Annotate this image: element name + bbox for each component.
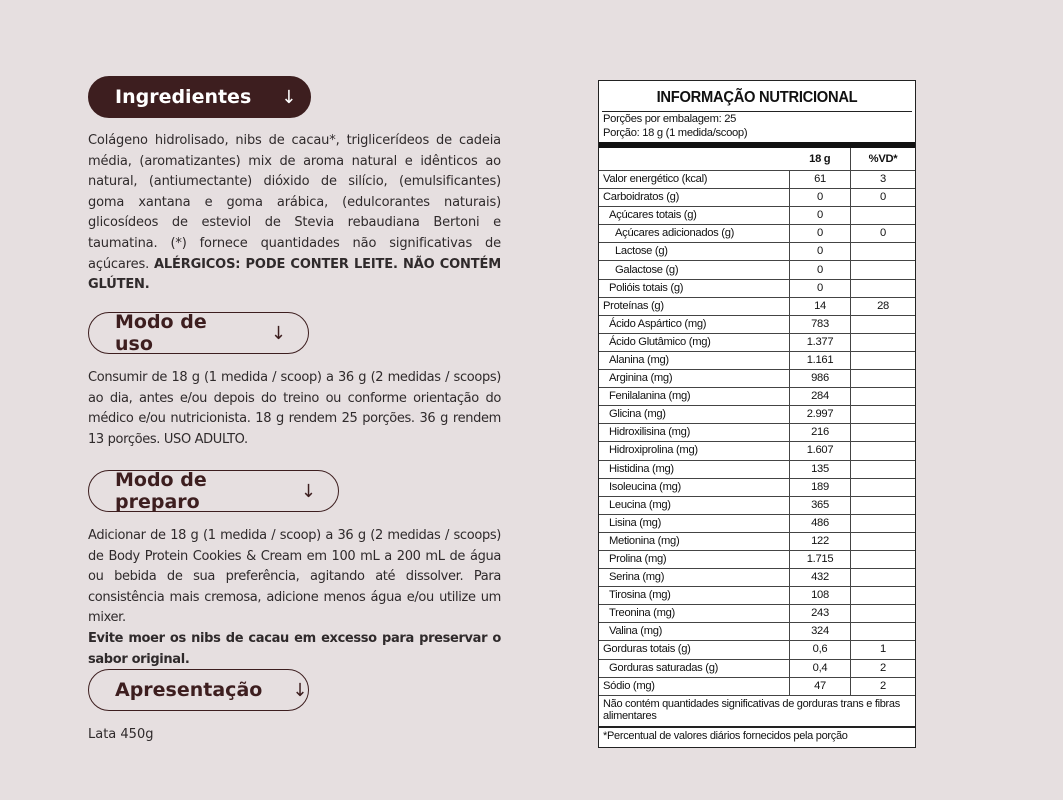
nutrient-value: 284: [790, 388, 851, 406]
nutrient-vd: [851, 279, 916, 297]
ingredients-label: Ingredientes: [115, 86, 252, 108]
nutrient-value: 47: [790, 677, 851, 695]
nutrient-value: 1.161: [790, 351, 851, 369]
nutrient-value: 243: [790, 605, 851, 623]
presentation-section: [88, 669, 309, 742]
servings-per-package: Porções por embalagem: 25: [603, 113, 737, 125]
usage-toggle-button[interactable]: [88, 312, 309, 354]
table-row: [599, 605, 915, 623]
table-row: [599, 677, 915, 695]
nutrient-value: 0,4: [790, 659, 851, 677]
nutrition-title: INFORMAÇÃO NUTRICIONAL: [656, 89, 858, 106]
nutrient-vd: [851, 442, 916, 460]
nutrient-vd: [851, 569, 916, 587]
nutrient-name: Treonina (mg): [599, 605, 790, 623]
nutrient-name: Açúcares totais (g): [599, 207, 790, 225]
nutrient-name: Tirosina (mg): [599, 587, 790, 605]
table-row: [599, 333, 915, 351]
nutrient-value: 108: [790, 587, 851, 605]
table-row: [599, 659, 915, 677]
nutrient-value: 0: [790, 243, 851, 261]
nutrient-value: 0: [790, 225, 851, 243]
allergen-warning: ALÉRGICOS: PODE CONTER LEITE. NÃO CONTÉM GLÚTEN.: [88, 256, 502, 293]
nutrient-vd: [851, 532, 916, 550]
nutrient-vd: [851, 315, 916, 333]
table-row: [599, 243, 915, 261]
table-row: [599, 370, 915, 388]
nutrient-name: Galactose (g): [599, 261, 790, 279]
table-row: [599, 189, 915, 207]
nutrient-value: 2.997: [790, 406, 851, 424]
nutrient-value: 0: [790, 189, 851, 207]
nutrient-value: 0: [790, 207, 851, 225]
arrow-down-icon: ↓: [281, 86, 297, 108]
nutrient-name: Isoleucina (mg): [599, 478, 790, 496]
nutrient-name: Polióis totais (g): [599, 279, 790, 297]
nutrient-vd: [851, 605, 916, 623]
nutrient-name: Arginina (mg): [599, 370, 790, 388]
table-header-row: [599, 148, 915, 171]
nutrient-name: Proteínas (g): [599, 297, 790, 315]
nutrient-name: Glicina (mg): [599, 406, 790, 424]
nutrient-vd: [851, 623, 916, 641]
preparation-label: Modo de preparo: [115, 469, 207, 513]
nutrient-name: Leucina (mg): [599, 496, 790, 514]
table-row: [599, 388, 915, 406]
table-row: [599, 351, 915, 369]
ingredients-text: [88, 131, 501, 296]
table-row: [599, 261, 915, 279]
header-portion: 18 g: [790, 148, 851, 171]
nutrient-name: Hidroxilisina (mg): [599, 424, 790, 442]
nutrient-name: Prolina (mg): [599, 550, 790, 568]
table-row: [599, 297, 915, 315]
nutrient-value: 216: [790, 424, 851, 442]
nutrient-vd: [851, 388, 916, 406]
table-row: [599, 496, 915, 514]
nutrient-vd: [851, 496, 916, 514]
nutrient-name: Gorduras totais (g): [599, 641, 790, 659]
nutrient-value: 0,6: [790, 641, 851, 659]
nutrient-name: Fenilalanina (mg): [599, 388, 790, 406]
ingredients-body: Colágeno hidrolisado, nibs de cacau*, triglicerídeos de cadeia média, (aromatizantes) mix de aroma natural e idênticos ao natural, (antiumectante) dióxido de silício, (emulsificantes) goma xantana e goma arábica, (edulcorantes naturais) glicosídeos de esteviol de Stevia rebaudiana Bertoni e taumatina. (*) fornece quantidades não significativas de açúcares.: [88, 133, 501, 272]
nutrition-table: [599, 148, 915, 696]
nutrient-value: 122: [790, 532, 851, 550]
presentation-toggle-button[interactable]: [88, 669, 309, 711]
nutrient-name: Alanina (mg): [599, 351, 790, 369]
nutrient-name: Valina (mg): [599, 623, 790, 641]
ingredients-toggle-button[interactable]: [88, 76, 311, 118]
nutrient-name: Histidina (mg): [599, 460, 790, 478]
nutrient-value: 1.377: [790, 333, 851, 351]
preparation-section: [88, 469, 501, 667]
nutrient-name: Metionina (mg): [599, 532, 790, 550]
presentation-text: Lata 450g: [88, 727, 154, 742]
nutrient-name: Sódio (mg): [599, 677, 790, 695]
usage-text: Consumir de 18 g (1 medida / scoop) a 36 g (2 medidas / scoops) ao dia, antes e/ou depois do treino ou conforme orientação do médico e/ou nutricionista. 18 g rendem 25 porções. 36 g rendem 13 porções. USO ADULTO.: [88, 370, 501, 447]
vd-footnote: *Percentual de valores diários fornecidos pela porção: [603, 729, 848, 742]
nutrient-value: 61: [790, 171, 851, 189]
nutrient-vd: [851, 406, 916, 424]
nutrient-name: Lisina (mg): [599, 514, 790, 532]
table-row: [599, 442, 915, 460]
ingredients-section: [88, 76, 502, 293]
nutrient-vd: [851, 460, 916, 478]
header-blank: [599, 148, 790, 171]
usage-section: [88, 311, 501, 447]
table-row: [599, 460, 915, 478]
nutrient-vd: [851, 514, 916, 532]
nutrient-value: 365: [790, 496, 851, 514]
nutrient-name: Açúcares adicionados (g): [599, 225, 790, 243]
nutrient-value: 0: [790, 261, 851, 279]
table-row: [599, 550, 915, 568]
preparation-warning: Evite moer os nibs de cacau em excesso para preservar o sabor original.: [88, 630, 501, 667]
table-row: [599, 406, 915, 424]
nutrient-name: Ácido Aspártico (mg): [599, 315, 790, 333]
nutrient-value: 189: [790, 478, 851, 496]
table-row: [599, 279, 915, 297]
nutrient-vd: [851, 424, 916, 442]
table-row: [599, 424, 915, 442]
nutrient-value: 0: [790, 279, 851, 297]
usage-label: Modo de uso: [115, 311, 207, 355]
table-row: [599, 171, 915, 189]
table-row: [599, 641, 915, 659]
nutrient-name: Gorduras saturadas (g): [599, 659, 790, 677]
preparation-body: Adicionar de 18 g (1 medida / scoop) a 36 g (2 medidas / scoops) de Body Protein Cookies & Cream em 100 mL a 200 mL de água ou bebida de sua preferência, agitando até dissolver. Para consistência mais cremosa, adicione menos água e/ou utilize um mixer.: [88, 528, 501, 626]
nutrient-value: 135: [790, 460, 851, 478]
nutrient-name: Lactose (g): [599, 243, 790, 261]
nutrient-vd: [851, 261, 916, 279]
preparation-text: [88, 526, 501, 670]
nutrient-value: 432: [790, 569, 851, 587]
nutrient-name: Carboidratos (g): [599, 189, 790, 207]
table-row: [599, 532, 915, 550]
nutrient-value: 1.715: [790, 550, 851, 568]
nutrient-vd: [851, 370, 916, 388]
nutrient-value: 783: [790, 315, 851, 333]
preparation-toggle-button[interactable]: [88, 470, 339, 512]
nutrient-vd: [851, 333, 916, 351]
nutrient-name: Serina (mg): [599, 569, 790, 587]
nutrient-value: 324: [790, 623, 851, 641]
nutrition-footnote: Não contém quantidades significativas de gorduras trans e fibras alimentares: [599, 696, 915, 728]
nutrient-value: 486: [790, 514, 851, 532]
nutrient-value: 1.607: [790, 442, 851, 460]
nutrient-name: Hidroxiprolina (mg): [599, 442, 790, 460]
nutrient-vd: 3: [851, 171, 916, 189]
arrow-down-icon: ↓: [292, 679, 308, 701]
nutrient-vd: 0: [851, 225, 916, 243]
header-vd: %VD*: [851, 148, 916, 171]
nutrient-vd: [851, 207, 916, 225]
nutrient-vd: 0: [851, 189, 916, 207]
table-row: [599, 587, 915, 605]
nutrient-value: 14: [790, 297, 851, 315]
nutrition-facts-label: [598, 80, 916, 748]
nutrient-value: 986: [790, 370, 851, 388]
nutrient-vd: 2: [851, 677, 916, 695]
table-row: [599, 207, 915, 225]
nutrient-vd: 28: [851, 297, 916, 315]
nutrient-vd: [851, 243, 916, 261]
arrow-down-icon: ↓: [270, 322, 286, 344]
table-row: [599, 514, 915, 532]
table-row: [599, 315, 915, 333]
nutrient-name: Ácido Glutâmico (mg): [599, 333, 790, 351]
nutrient-vd: [851, 478, 916, 496]
nutrient-name: Valor energético (kcal): [599, 171, 790, 189]
table-row: [599, 478, 915, 496]
arrow-down-icon: ↓: [300, 480, 316, 502]
nutrient-vd: [851, 587, 916, 605]
table-row: [599, 569, 915, 587]
portion-size: Porção: 18 g (1 medida/scoop): [603, 127, 748, 139]
nutrient-vd: [851, 550, 916, 568]
nutrient-vd: [851, 351, 916, 369]
presentation-label: Apresentação: [115, 679, 263, 701]
nutrient-vd: 2: [851, 659, 916, 677]
table-row: [599, 623, 915, 641]
nutrient-vd: 1: [851, 641, 916, 659]
table-row: [599, 225, 915, 243]
